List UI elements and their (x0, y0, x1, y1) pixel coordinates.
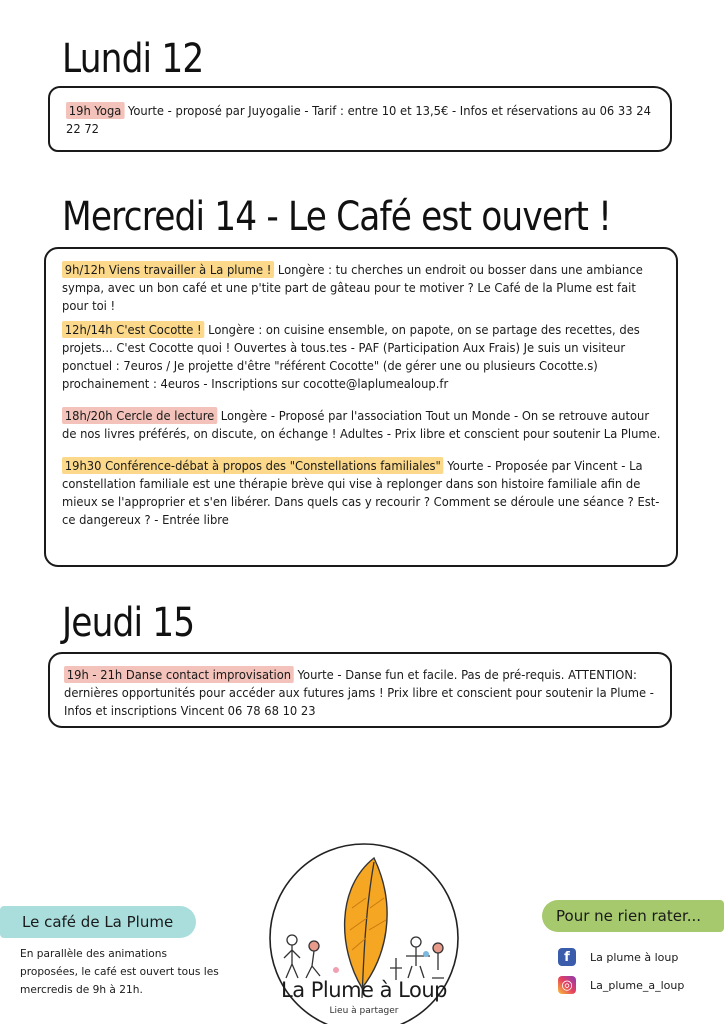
logo-name: La Plume à Loup (281, 978, 447, 1002)
facebook-link[interactable] (558, 948, 678, 966)
event-text: Longère : tu cherches un endroit ou bosser dans une ambiance sympa, avec un bon café et une p'tite part de gâteau pour te motiver ? Le Café de la Plume est fait pour toi ! (62, 262, 643, 313)
event-yoga (66, 102, 656, 138)
event-tag: 19h30 Conférence-débat à propos des "Constellations familiales" (62, 457, 444, 474)
cafe-description: En parallèle des animations proposées, le café est ouvert tous les mercredis de 9h à 21h. (20, 948, 219, 996)
day-box-lundi (48, 86, 672, 152)
event-tag: 19h - 21h Danse contact improvisation (64, 666, 294, 683)
day-title-lundi: Lundi 12 (62, 36, 204, 82)
event-tag: 18h/20h Cercle de lecture (62, 407, 217, 424)
event-text: Longère - Proposé par l'association Tout un Monde - On se retrouve autour de nos livres préférés, on discute, on échange ! Adultes - Prix libre et conscient pour soutenir La Plume. (62, 408, 661, 441)
logo (266, 838, 462, 1024)
day-title-jeudi: Jeudi 15 (62, 600, 195, 646)
instagram-label: La_plume_a_loup (590, 978, 685, 992)
event-tag: 12h/14h C'est Cocotte ! (62, 321, 204, 338)
facebook-label: La plume à loup (590, 950, 679, 964)
instagram-link[interactable] (558, 976, 684, 994)
event-tag: 19h Yoga (66, 102, 124, 119)
event-lecture (62, 407, 664, 443)
day-title-mercredi: Mercredi 14 - Le Café est ouvert ! (62, 194, 612, 240)
follow-title-pill: Pour ne rien rater... (542, 900, 724, 932)
event-conference (62, 457, 664, 529)
instagram-icon: ◎ (558, 976, 576, 994)
event-text: Yourte - proposé par Juyogalie - Tarif : entre 10 et 13,5€ - Infos et réservations au 06 33 24 22 72 (66, 103, 651, 136)
day-box-jeudi (48, 652, 672, 728)
event-danse (64, 666, 658, 720)
cafe-title-pill: Le café de La Plume (0, 906, 196, 938)
event-text: Longère : on cuisine ensemble, on papote, on se partage des recettes, des projets... C'est Cocotte quoi ! Ouvertes à tous.tes - PAF (Participation Aux Frais) Je suis un visiteur ponctuel : 7euros / Je projette d'être "référent Cocotte" (de gérer une ou plusieurs Cocotte.s) prochainement : 4euros - Inscriptions sur cocotte@laplumealoup.fr (62, 322, 640, 391)
event-travailler (62, 261, 664, 315)
facebook-icon: f (558, 948, 576, 966)
event-tag: 9h/12h Viens travailler à La plume ! (62, 261, 274, 278)
logo-tagline: Lieu à partager (329, 1006, 399, 1016)
day-box-mercredi (44, 247, 678, 567)
event-cocotte (62, 321, 664, 393)
event-text: Yourte - Danse fun et facile. Pas de pré-requis. ATTENTION: dernières opportunités pour accéder aux futures jams ! Prix libre et conscient pour soutenir la Plume - Infos et inscriptions Vincent 06 78 68 10 23 (64, 667, 654, 718)
event-text: Yourte - Proposée par Vincent - La constellation familiale est une thérapie brève qui vise à replonger dans son histoire familiale afin de mieux se l'approprier et s'en libérer. Dans quels cas y recourir ? Comment se déroule une séance ? Est-ce dangereux ? - Entrée libre (62, 458, 660, 527)
